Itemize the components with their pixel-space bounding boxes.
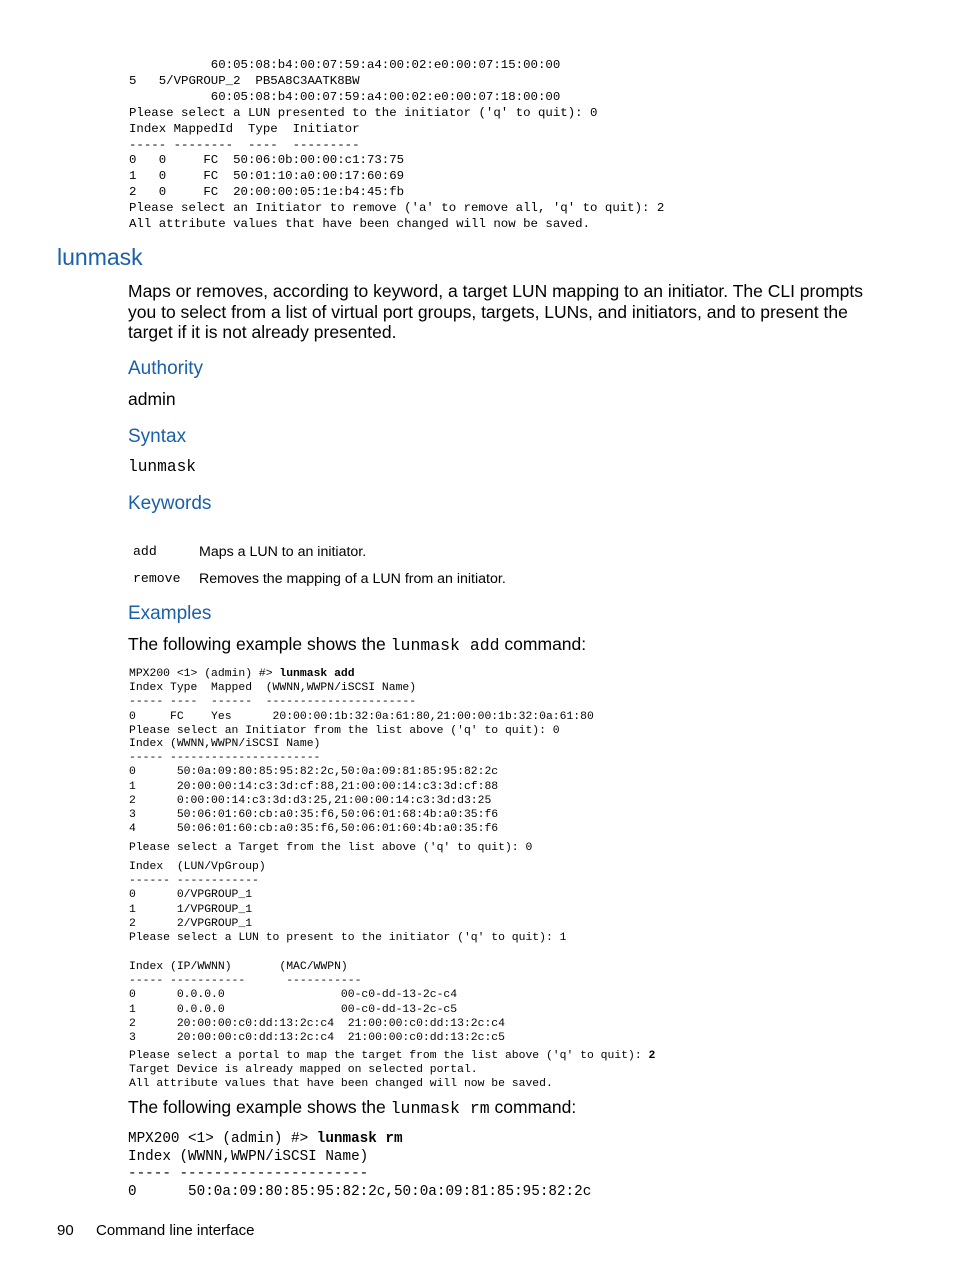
keyword-name: remove xyxy=(133,571,181,586)
syntax-value: lunmask xyxy=(128,458,196,476)
add-example-code-3: Please select a Target from the list above ('q' to quit): 0 xyxy=(129,842,533,854)
keyword-row xyxy=(133,565,506,592)
lead-text: The following example shows the xyxy=(128,634,391,654)
rm-example-lead xyxy=(128,1097,576,1118)
portal-prompt: Please select a portal to map the target from the list above ('q' to quit): xyxy=(129,1050,649,1062)
portal-answer: 2 xyxy=(648,1050,656,1062)
lead-text: command: xyxy=(499,634,587,654)
cli-command: lunmask add xyxy=(279,668,355,680)
cli-command: lunmask rm xyxy=(316,1131,403,1147)
code-lines: Index Type Mapped (WWNN,WWPN/iSCSI Name) ----- ---- ------ ---------------------- 0 FC Yes 20:00:00:1b:32:0a:61:80,21:00:00:1b:32:0a:61:80 Please select an Initiator from the list above ('q' to quit): 0 xyxy=(129,682,594,737)
add-example-code-1 xyxy=(129,667,594,738)
authority-value: admin xyxy=(128,389,176,409)
section-title: lunmask xyxy=(57,244,143,270)
examples-heading: Examples xyxy=(128,603,212,624)
keywords-heading: Keywords xyxy=(128,493,212,514)
footer-title: Command line interface xyxy=(96,1222,255,1239)
page-footer xyxy=(57,1222,254,1239)
keywords-table xyxy=(133,538,506,592)
rm-example-code xyxy=(128,1131,591,1201)
top-code-block: 60:05:08:b4:00:07:59:a4:00:02:e0:00:07:15:00:00 5 5/VPGROUP_2 PB5A8C3AATK8BW 60:05:08:b4:00:07:59:a4:00:02:e0:00:07:18:00:00 Please select a LUN presented to the initiator ('q' to quit): 0 Index MappedId Type Initiator ----- -------- ---- --------- 0 0 FC 50:06:0b:00:00:c1:73:75 1 0 FC 50:01:10:a0:00:17:60:69 2 0 FC 20:00:00:05:1e:b4:45:fb Please select an Initiator to remove ('a' to remove all, 'q' to quit): 2 All attribute values that have been changed will now be saved. xyxy=(129,58,665,232)
page-number: 90 xyxy=(57,1222,74,1239)
code-lines: Target Device is already mapped on selected portal. All attribute values that have been changed will now be saved. xyxy=(129,1064,553,1091)
code-lines: Index (WWNN,WWPN/iSCSI Name) ----- ---------------------- 0 50:0a:09:80:85:95:82:2c,50:0a:09:81:85:95:82:2c xyxy=(128,1148,592,1200)
lead-command: lunmask rm xyxy=(390,1099,490,1118)
cli-prompt: MPX200 <1> (admin) #> xyxy=(128,1131,317,1147)
add-example-lead xyxy=(128,634,586,655)
keyword-row xyxy=(133,538,506,565)
add-example-code-5: Index (IP/WWNN) (MAC/WWPN) ----- ----------- ----------- 0 0.0.0.0 00-c0-dd-13-2c-c4 1 0.0.0.0 00-c0-dd-13-2c-c5 2 20:00:00:c0:dd:13:2c:c4 21:00:00:c0:dd:13:2c:c4 3 20:00:00:c0:dd:13:2c:c4 21:00:00:c0:dd:13:2c:c5 xyxy=(129,961,505,1045)
keyword-description: Maps a LUN to an initiator. xyxy=(199,543,367,560)
keyword-description: Removes the mapping of a LUN from an initiator. xyxy=(199,570,506,587)
cli-prompt: MPX200 <1> (admin) #> xyxy=(129,668,280,680)
add-example-code-4: Index (LUN/VpGroup) ------ ------------ 0 0/VPGROUP_1 1 1/VPGROUP_1 2 2/VPGROUP_1 Please select a LUN to present to the initiator ('q' to quit): 1 xyxy=(129,861,567,945)
keyword-name: add xyxy=(133,544,157,559)
add-example-code-2: Index (WWNN,WWPN/iSCSI Name) ----- ---------------------- 0 50:0a:09:80:85:95:82:2c,50:0a:09:81:85:95:82:2c 1 20:00:00:14:c3:3d:cf:88,21:00:00:14:c3:3d:cf:88 2 0:00:00:14:c3:3d:d3:25,21:00:00:14:c3:3d:d3:25 3 50:06:01:60:cb:a0:35:f6,50:06:01:68:4b:a0:35:f6 4 50:06:01:60:cb:a0:35:f6,50:06:01:60:4b:a0:35:f6 xyxy=(129,738,499,836)
lead-text: The following example shows the xyxy=(128,1097,391,1117)
lead-text: command: xyxy=(489,1097,577,1117)
lead-command: lunmask add xyxy=(390,636,500,655)
intro-paragraph: Maps or removes, according to keyword, a target LUN mapping to an initiator. The CLI prompts you to select from a list of virtual port groups, targets, LUNs, and initiators, and to present the target if it is not already presented. xyxy=(128,281,864,343)
syntax-heading: Syntax xyxy=(128,426,187,447)
add-example-code-6 xyxy=(129,1049,655,1092)
authority-heading: Authority xyxy=(128,358,203,379)
